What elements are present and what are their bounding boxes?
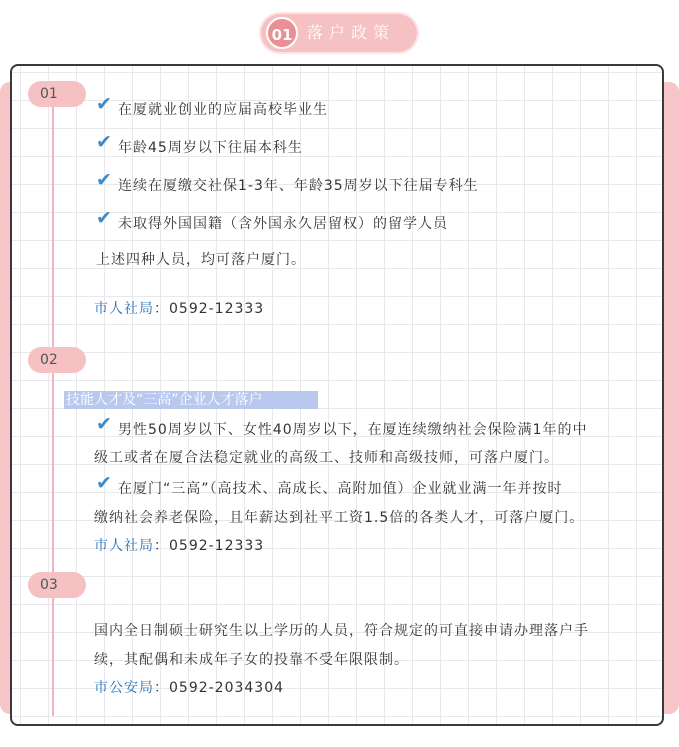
paragraph-line: 缴纳社会养老保险，且年薪达到社平工资1.5倍的各类人才，可落户厦门。 — [94, 510, 585, 526]
contact-separator: ： — [154, 680, 169, 696]
check-icon: ✔ — [96, 169, 112, 191]
check-icon: ✔ — [96, 207, 112, 229]
contact-label: 市人社局 — [94, 538, 154, 554]
section-heading: 技能人才及“三高”企业人才落户 — [64, 391, 318, 409]
contact-line — [94, 535, 264, 555]
check-icon: ✔ — [96, 413, 112, 435]
contact-separator: ： — [154, 538, 169, 554]
paragraph-line: 续，其配偶和未成年子女的投靠不受年限限制。 — [94, 652, 409, 668]
contact-phone: 0592-2034304 — [169, 680, 285, 696]
contact-phone: 0592-12333 — [169, 538, 265, 554]
right-decoration — [662, 82, 679, 714]
check-icon: ✔ — [96, 93, 112, 115]
contact-line — [94, 298, 264, 318]
contact-line — [94, 677, 284, 697]
list-item: 年龄45周岁以下往届本科生 — [118, 140, 303, 156]
list-item: 在厦就业创业的应届高校毕业生 — [118, 102, 328, 118]
section-tab-01: 01 — [28, 81, 86, 107]
check-icon: ✔ — [96, 131, 112, 153]
contact-label: 市公安局 — [94, 680, 154, 696]
section-tab-03: 03 — [28, 572, 86, 598]
section-tab-02: 02 — [28, 347, 86, 373]
contact-label: 市人社局 — [94, 301, 154, 317]
timeline-line — [52, 86, 54, 716]
header-number: 01 — [266, 17, 298, 49]
check-icon: ✔ — [96, 472, 112, 494]
summary-text: 上述四种人员，均可落户厦门。 — [96, 252, 306, 268]
list-item: 连续在厦缴交社保1-3年、年龄35周岁以下往届专科生 — [118, 178, 479, 194]
contact-phone: 0592-12333 — [169, 301, 265, 317]
contact-separator: ： — [154, 301, 169, 317]
paragraph-line: 国内全日制硕士研究生以上学历的人员，符合规定的可直接申请办理落户手 — [94, 623, 589, 639]
paragraph-line: 在厦门“三高”（高技术、高成长、高附加值）企业就业满一年并按时 — [118, 481, 563, 497]
list-item: 未取得外国国籍（含外国永久居留权）的留学人员 — [118, 216, 448, 232]
header-title: 落户政策 — [307, 23, 396, 42]
paragraph-line: 男性50周岁以下、女性40周岁以下，在厦连续缴纳社会保险满1年的中 — [118, 422, 588, 438]
section-header — [261, 14, 417, 52]
paragraph-line: 级工或者在厦合法稳定就业的高级工、技师和高级技师，可落户厦门。 — [94, 450, 559, 466]
